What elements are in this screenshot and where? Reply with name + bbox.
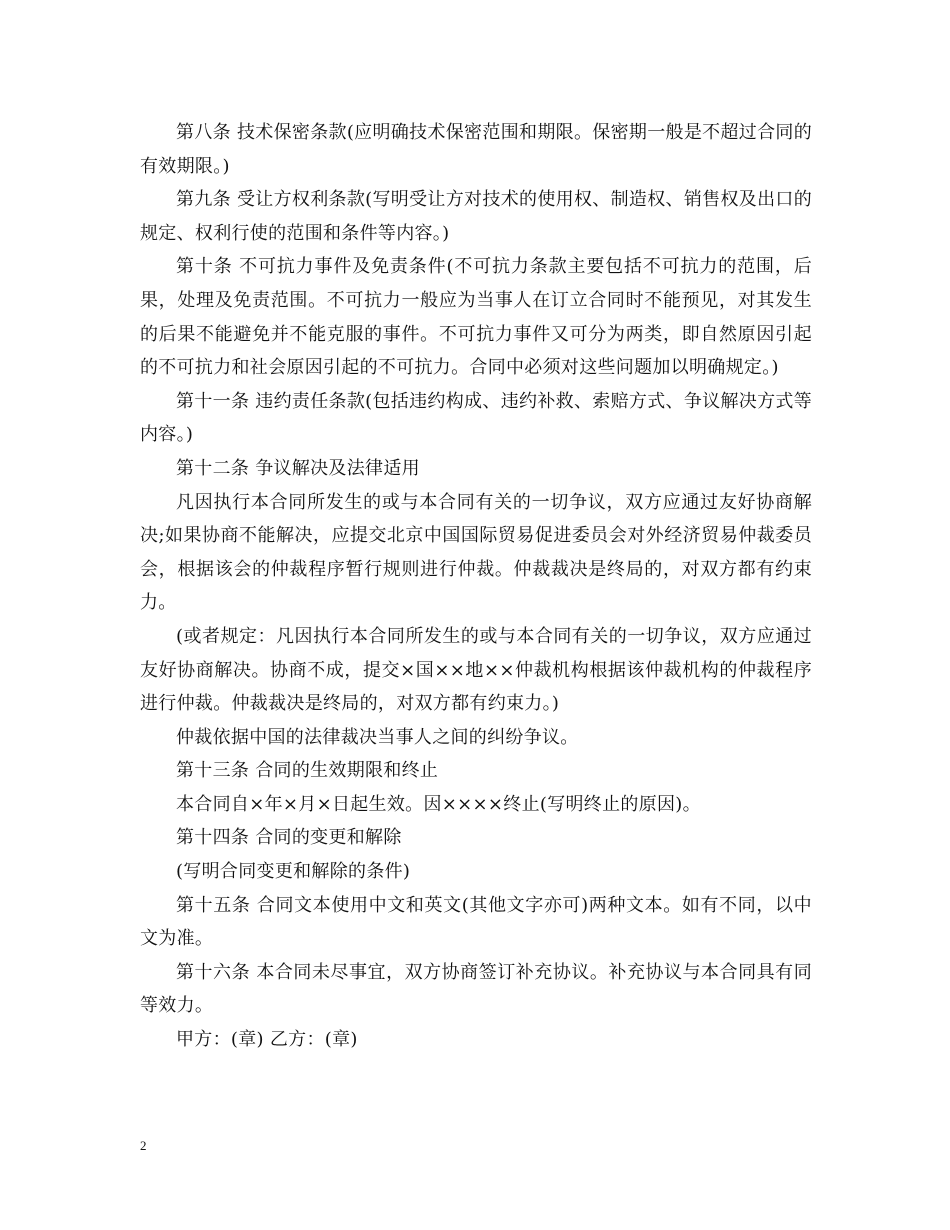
clause-13-heading: 第十三条 合同的生效期限和终止 (176, 760, 439, 782)
signature-line: 甲方：(章) 乙方：(章) (176, 1029, 358, 1051)
clause-12-governing-law: 仲裁依据中国的法律裁决当事人之间的纠纷争议。 (176, 726, 579, 748)
clause-10-force-majeure: 第十条 不可抗力事件及免责条件(不可抗力条款主要包括不可抗力的范围，后果，处理及免责范围。不可抗力一般应为当事人在订立合同时不能预见，对其发生的后果不能避免并不能克服的事件。不可抗力事件又可分为两类，即自然原因引起的不可抗力和社会原因引起的不可抗力。合同中必须对这些问题加以明确规定。) (140, 256, 812, 379)
clause-12-heading: 第十二条 争议解决及法律适用 (176, 457, 420, 479)
document-body (140, 116, 812, 1057)
clause-13-effective-text: 本合同自×年×月×日起生效。因××××终止(写明终止的原因)。 (176, 793, 701, 815)
clause-9-transferee-rights: 第九条 受让方权利条款(写明受让方对技术的使用权、制造权、销售权及出口的规定、权利行使的范围和条件等内容。) (140, 189, 812, 244)
clause-12-arbitration-text: 凡因执行本合同所发生的或与本合同有关的一切争议，双方应通过友好协商解决;如果协商不能解决，应提交北京中国国际贸易促进委员会对外经济贸易仲裁委员会，根据该会的仲裁程序暂行规则进行仲裁。仲裁裁决是终局的，对双方都有约束力。 (140, 491, 812, 614)
page-number: 2 (140, 1138, 147, 1153)
clause-15-languages: 第十五条 合同文本使用中文和英文(其他文字亦可)两种文本。如有不同，以中文为准。 (140, 894, 812, 950)
clause-14-conditions: (写明合同变更和解除的条件) (176, 861, 411, 883)
clause-8-confidentiality: 第八条 技术保密条款(应明确技术保密范围和期限。保密期一般是不超过合同的有效期限。) (140, 122, 812, 177)
clause-16-supplementary: 第十六条 本合同未尽事宜，双方协商签订补充协议。补充协议与本合同具有同等效力。 (140, 961, 812, 1017)
clause-12-alternative: (或者规定：凡因执行本合同所发生的或与本合同有关的一切争议，双方应通过友好协商解决。协商不成，提交×国××地××仲裁机构根据该仲裁机构的仲裁程序进行仲裁。仲裁裁决是终局的，对双方都有约束力。) (140, 625, 812, 715)
clause-11-liability: 第十一条 违约责任条款(包括违约构成、违约补救、索赔方式、争议解决方式等内容。) (140, 390, 812, 446)
clause-14-heading: 第十四条 合同的变更和解除 (176, 827, 402, 849)
